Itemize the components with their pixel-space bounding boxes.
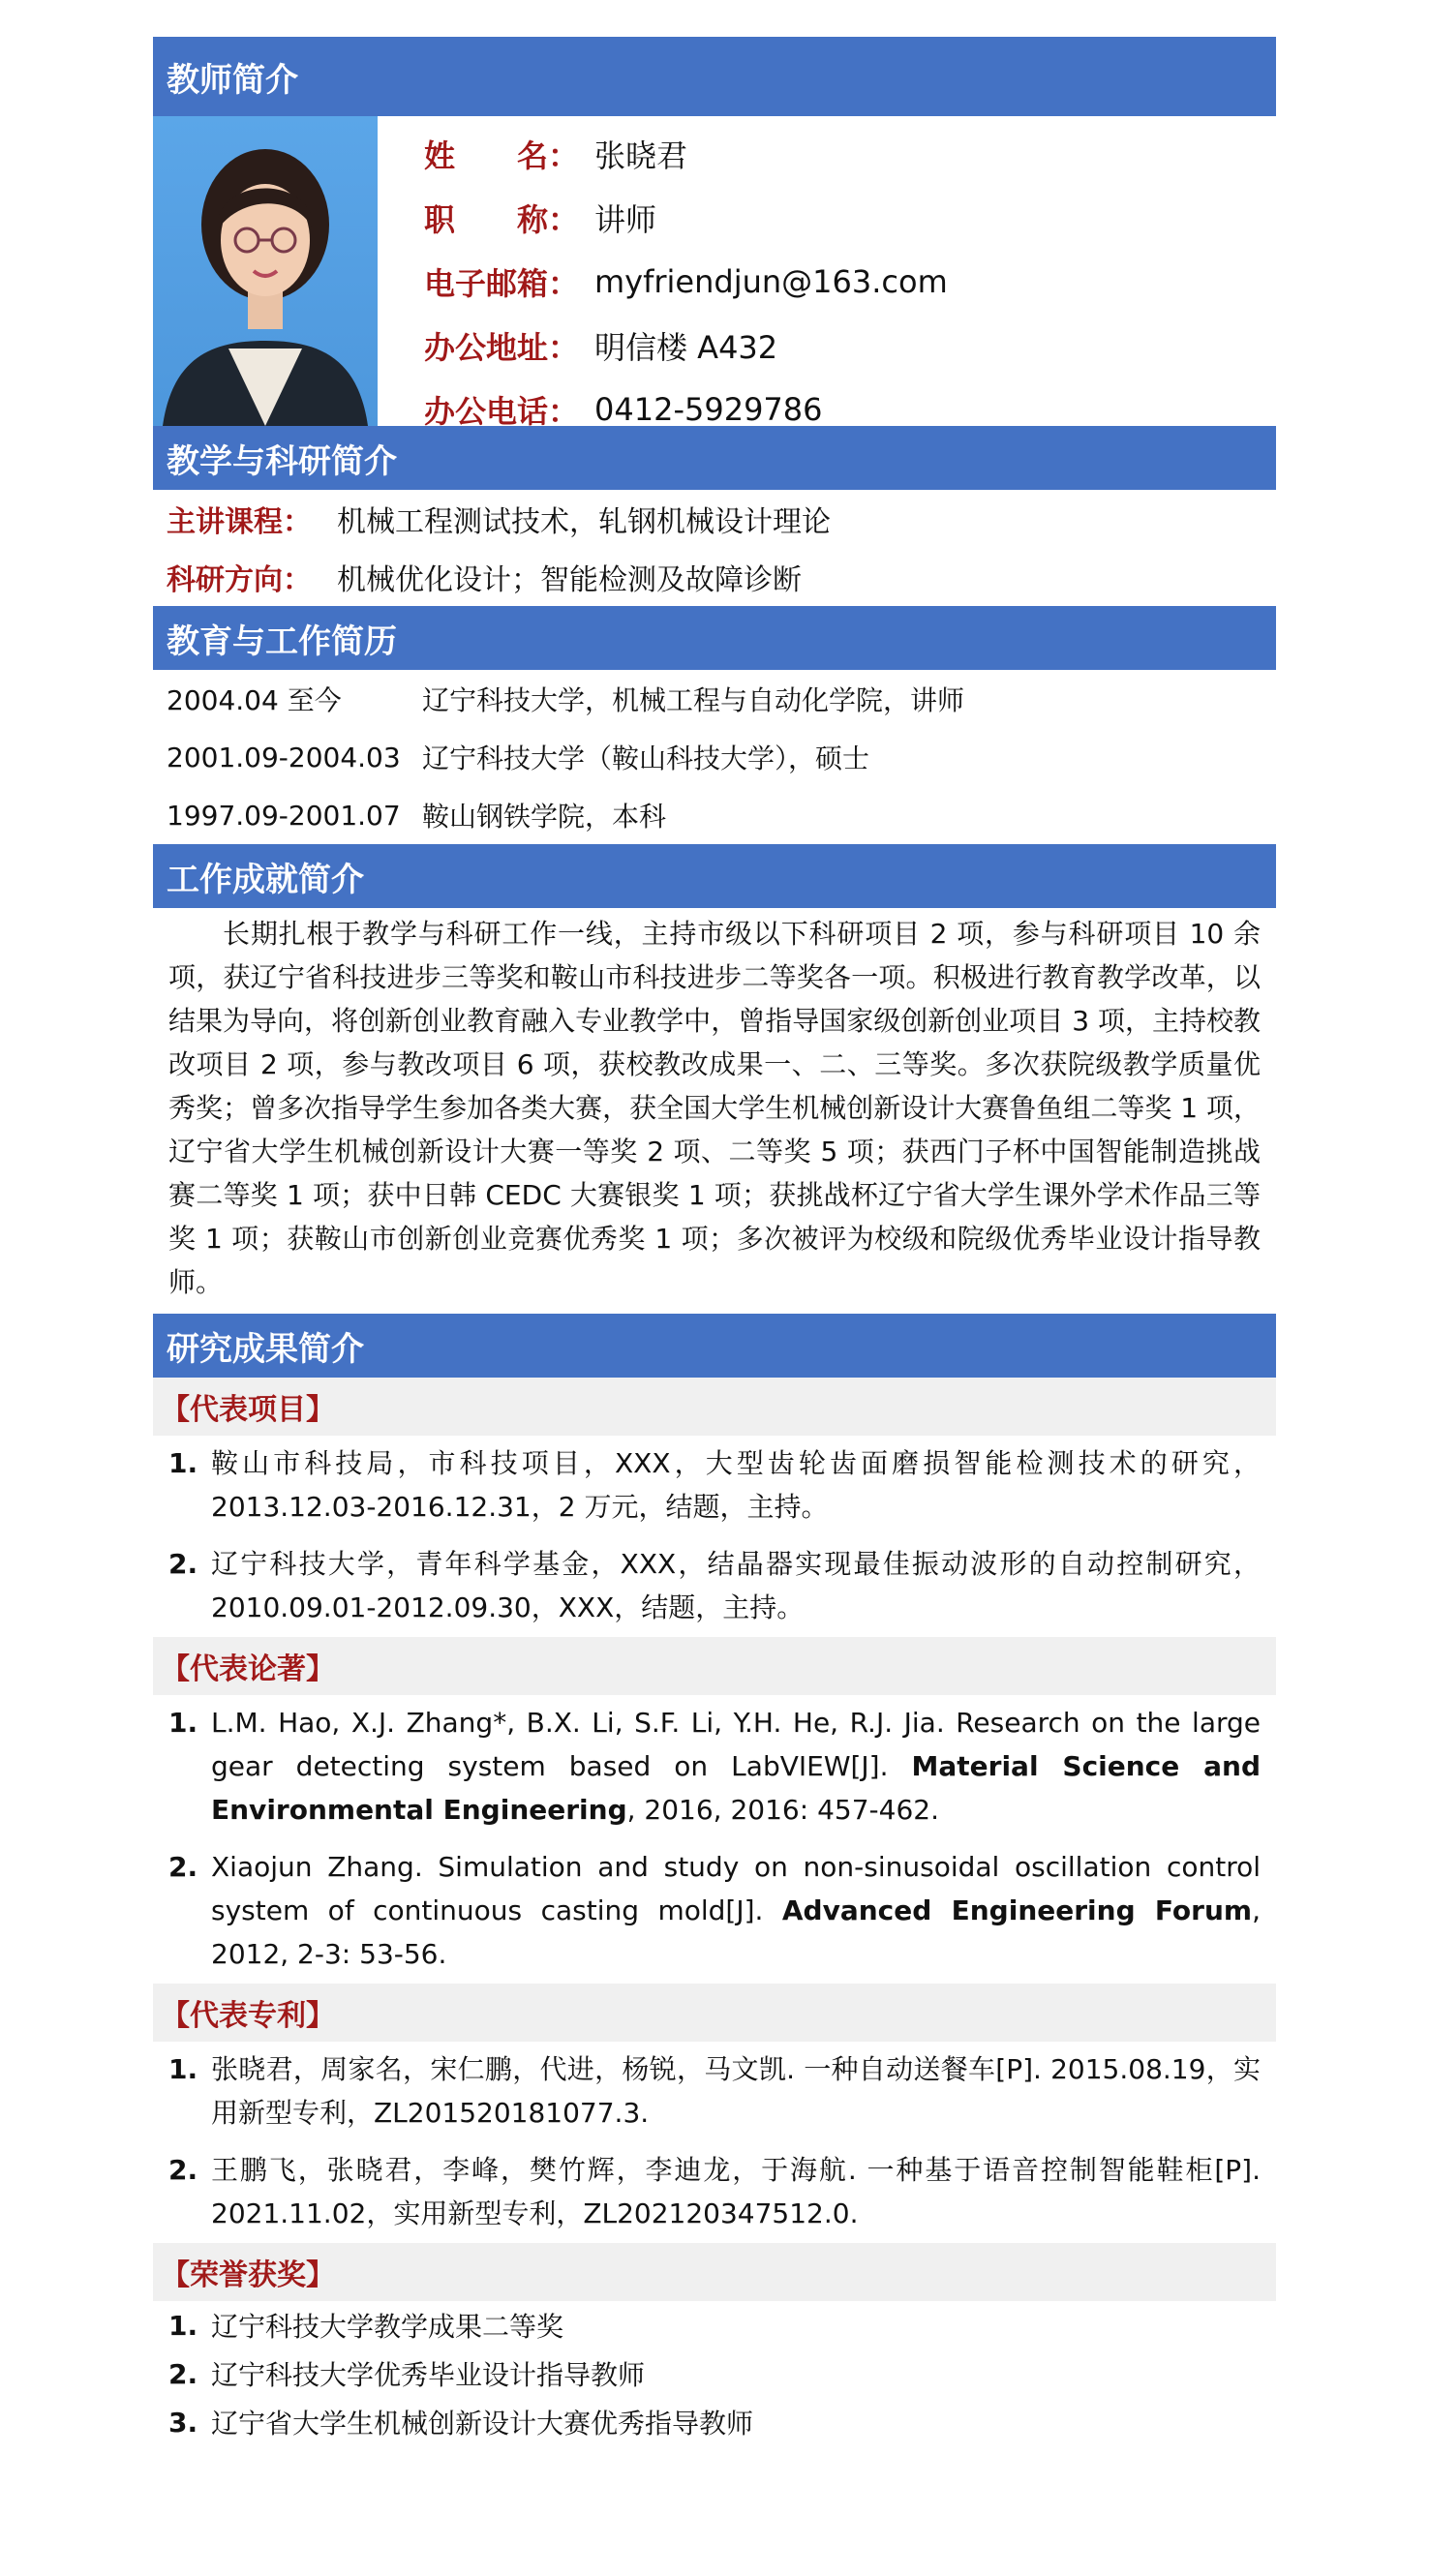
item-number: 1.: [168, 2309, 198, 2342]
item-number: 2.: [168, 2357, 198, 2390]
name-row: [424, 122, 948, 186]
list-item: [153, 1695, 1276, 1839]
contact-info: [378, 116, 948, 430]
item-number: 3.: [168, 2406, 198, 2439]
research-value: 机械优化设计；智能检测及故障诊断: [337, 563, 802, 597]
research-header: [153, 1314, 1276, 1378]
education-header: [153, 606, 1276, 670]
education-date: 2004.04 至今: [167, 684, 342, 716]
phone-value: 0412-5929786: [594, 391, 823, 428]
teacher-photo: [153, 116, 378, 426]
honor-text: 辽宁科技大学优秀毕业设计指导教师: [211, 2359, 646, 2391]
paper-text: [211, 1701, 1261, 1832]
papers-subheading: 【代表论著】: [153, 1637, 1276, 1695]
project-text: 辽宁科技大学，青年科学基金，XXX，结晶器实现最佳振动波形的自动控制研究，2010.09.01-2012.09.30，XXX，结题，主持。: [211, 1548, 1261, 1623]
patents-subheading: 【代表专利】: [153, 1984, 1276, 2042]
achievements-heading: 工作成就简介: [167, 860, 364, 899]
title-row: [424, 186, 948, 250]
item-number: 2.: [168, 2154, 198, 2186]
achievements-paragraph: 长期扎根于教学与科研工作一线，主持市级以下科研项目 2 项，参与科研项目 10 余项，获辽宁省科技进步三等奖和鞍山市科技进步二等奖各一项。积极进行教育教学改革，以结果为导向，将创新创业教育融入专业教学中，曾指导国家级创新创业项目 3 项，主持校教改项目 2 项，参与教改项目 6 项，获校教改成果一、二、三等奖。多次获院级教学质量优秀奖；曾多次指导学生参加各类大赛，获全国大学生机械创新设计大赛鲁鱼组二等奖 1 项，辽宁省大学生机械创新设计大赛一等奖 2 项、二等奖 5 项；获西门子杯中国智能制造挑战赛二等奖 1 项；获中日韩 CEDC 大赛银奖 1 项；获挑战杯辽宁省大学生课外学术作品三等奖 1 项；获鞍山市创新创业竞赛优秀奖 1 项；多次被评为校级和院级优秀毕业设计指导教师。: [168, 918, 1261, 1298]
paper-details: , 2012, 2-3: 53-56.: [211, 1894, 1261, 1970]
list-item: [153, 2349, 1276, 2398]
name-label: 姓 名：: [424, 137, 580, 174]
office-label: 办公地址：: [424, 329, 580, 366]
education-date: 1997.09-2001.07: [167, 799, 401, 832]
email-row: [424, 250, 948, 314]
office-value: 明信楼 A432: [594, 329, 778, 366]
research-label: 科研方向：: [167, 563, 312, 597]
research-row: [153, 548, 1276, 606]
title-label: 职 称：: [424, 201, 580, 238]
item-number: 2.: [168, 1548, 198, 1580]
name-value: 张晓君: [594, 137, 688, 174]
courses-value: 机械工程测试技术，轧钢机械设计理论: [337, 505, 831, 539]
list-item: [153, 2301, 1276, 2349]
patent-text: 张晓君，周家名，宋仁鹏，代进，杨锐，马文凯. 一种自动送餐车[P]. 2015.08.19，实用新型专利，ZL201520181077.3.: [211, 2053, 1261, 2129]
education-date: 2001.09-2004.03: [167, 741, 401, 773]
teaching-heading: 教学与科研简介: [167, 441, 397, 481]
honors-subheading: 【荣誉获奖】: [153, 2243, 1276, 2301]
item-number: 2.: [168, 1851, 198, 1883]
header-bar: [153, 37, 1276, 116]
list-item: [153, 2142, 1276, 2243]
item-number: 1.: [168, 2053, 198, 2085]
honor-text: 辽宁科技大学教学成果二等奖: [211, 2311, 564, 2343]
phone-row: [424, 378, 948, 441]
projects-subheading: 【代表项目】: [153, 1378, 1276, 1436]
list-item: [153, 2398, 1276, 2446]
list-item: [153, 1536, 1276, 1637]
item-number: 1.: [168, 1447, 198, 1479]
paper-authors: L.M. Hao, X.J. Zhang*, B.X. Li, S.F. Li, Y.H. He, R.J. Jia. Research on the large gear detecting system based on LabVIEW[J].: [211, 1707, 1261, 1782]
profile-section: [153, 116, 1276, 430]
item-number: 1.: [168, 1707, 198, 1739]
education-heading: 教育与工作简历: [167, 621, 397, 661]
education-item: [153, 728, 1276, 786]
research-heading: 研究成果简介: [167, 1329, 364, 1369]
courses-label: 主讲课程：: [167, 505, 312, 539]
paper-journal: Material Science and Environmental Engineering: [211, 1750, 1261, 1826]
title-value: 讲师: [594, 201, 657, 238]
list-item: [153, 1839, 1276, 1984]
email-value[interactable]: myfriendjun@163.com: [594, 263, 948, 300]
paper-authors: Xiaojun Zhang. Simulation and study on non-sinusoidal oscillation control system of continuous casting mold[J].: [211, 1851, 1261, 1926]
portrait-illustration: [153, 116, 378, 426]
education-desc: 辽宁科技大学（鞍山科技大学），硕士: [422, 742, 870, 774]
phone-label: 办公电话：: [424, 393, 580, 430]
list-item: [153, 1436, 1276, 1536]
education-desc: 辽宁科技大学，机械工程与自动化学院，讲师: [422, 684, 965, 716]
education-item: [153, 786, 1276, 844]
courses-row: [153, 490, 1276, 548]
achievements-header: [153, 844, 1276, 908]
office-row: [424, 314, 948, 378]
page-title: 教师简介: [167, 60, 298, 100]
resume-page: [153, 37, 1276, 2446]
paper-journal: Advanced Engineering Forum: [781, 1894, 1253, 1926]
list-item: [153, 2042, 1276, 2142]
paper-details: , 2016, 2016: 457-462.: [626, 1794, 939, 1826]
paper-text: [211, 1845, 1261, 1976]
project-text: 鞍山市科技局，市科技项目，XXX，大型齿轮齿面磨损智能检测技术的研究，2013.12.03-2016.12.31，2 万元，结题，主持。: [211, 1447, 1261, 1523]
email-label: 电子邮箱：: [424, 265, 580, 302]
honor-text: 辽宁省大学生机械创新设计大赛优秀指导教师: [211, 2408, 754, 2440]
education-item: [153, 670, 1276, 728]
education-desc: 鞍山钢铁学院，本科: [422, 801, 667, 833]
patent-text: 王鹏飞，张晓君，李峰，樊竹辉，李迪龙，于海航. 一种基于语音控制智能鞋柜[P]. 2021.11.02，实用新型专利，ZL202120347512.0.: [211, 2154, 1261, 2229]
